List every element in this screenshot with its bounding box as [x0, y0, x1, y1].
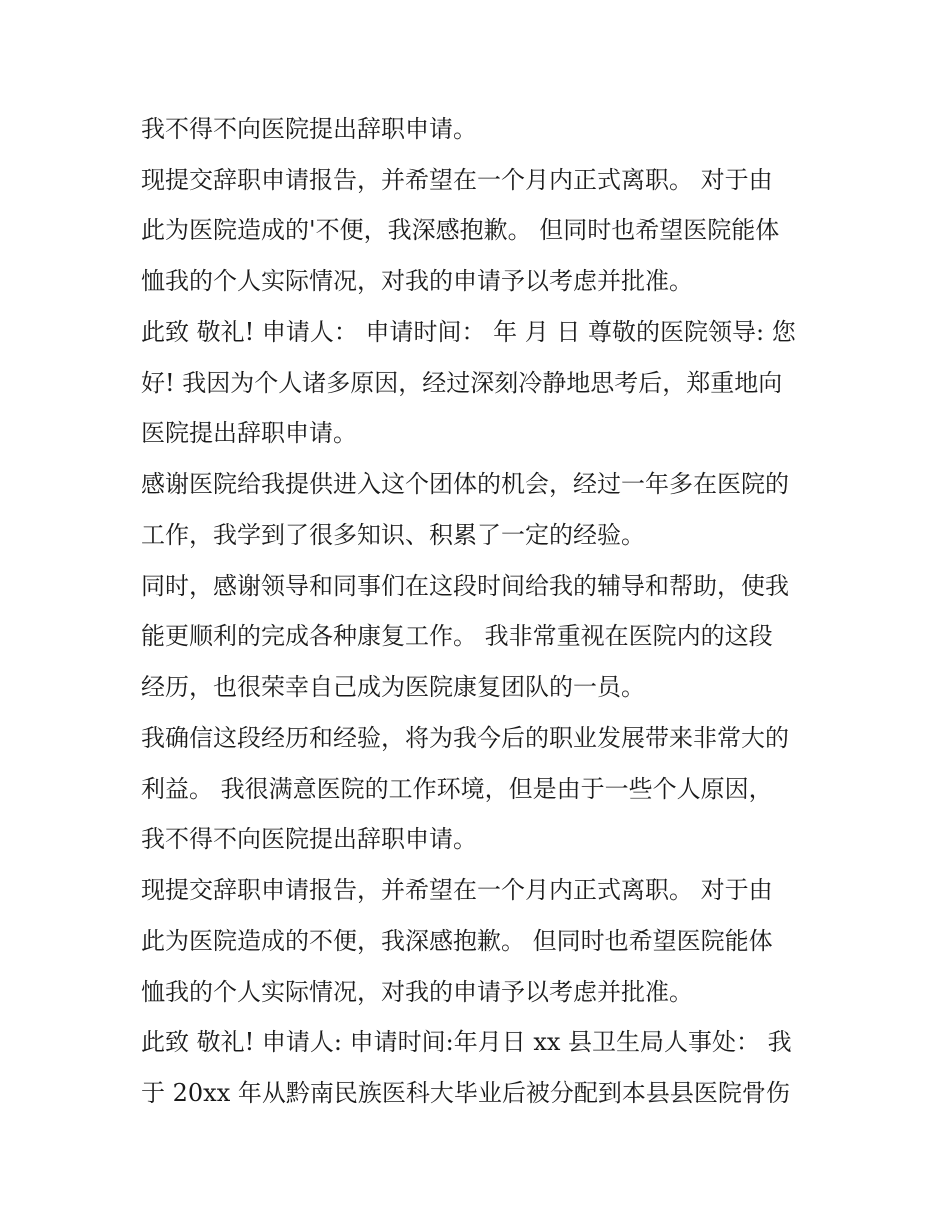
- text-line: 于 20xx 年从黔南民族医科大毕业后被分配到本县县医院骨伤: [141, 1079, 790, 1107]
- text-line: 利益。 我很满意医院的工作环境，但是由于一些个人原因，: [141, 775, 773, 803]
- text-line: 能更顺利的完成各种康复工作。 我非常重视在医院内的这段: [141, 622, 773, 650]
- text-line: 现提交辞职申请报告，并希望在一个月内正式离职。 对于由: [141, 166, 773, 194]
- text-line: 工作，我学到了很多知识、积累了一定的经验。: [141, 521, 645, 549]
- text-line: 我确信这段经历和经验，将为我今后的职业发展带来非常大的: [141, 724, 789, 752]
- text-line: 好! 我因为个人诸多原因，经过深刻冷静地思考后，郑重地向: [141, 369, 783, 397]
- text-line: 感谢医院给我提供进入这个团体的机会，经过一年多在医院的: [141, 470, 789, 498]
- text-line: 此为医院造成的'不便，我深感抱歉。 但同时也希望医院能体: [141, 216, 780, 244]
- text-line: 经历，也很荣幸自己成为医院康复团队的一员。: [141, 673, 645, 701]
- text-line: 恤我的个人实际情况，对我的申请予以考虑并批准。: [141, 267, 693, 295]
- text-line: 此为医院造成的不便，我深感抱歉。 但同时也希望医院能体: [141, 927, 773, 955]
- text-line: 同时，感谢领导和同事们在这段时间给我的辅导和帮助，使我: [141, 572, 789, 600]
- text-line: 我不得不向医院提出辞职申请。: [141, 825, 477, 853]
- text-line: 我不得不向医院提出辞职申请。: [141, 115, 477, 143]
- text-line: 恤我的个人实际情况，对我的申请予以考虑并批准。: [141, 978, 693, 1006]
- text-line: 此致 敬礼! 申请人: 申请时间:年月日 xx 县卫生局人事处： 我: [141, 1028, 792, 1056]
- text-line: 医院提出辞职申请。: [141, 419, 357, 447]
- text-line: 现提交辞职申请报告，并希望在一个月内正式离职。 对于由: [141, 876, 773, 904]
- text-line: 此致 敬礼! 申请人： 申请时间： 年 月 日 尊敬的医院领导: 您: [141, 318, 796, 346]
